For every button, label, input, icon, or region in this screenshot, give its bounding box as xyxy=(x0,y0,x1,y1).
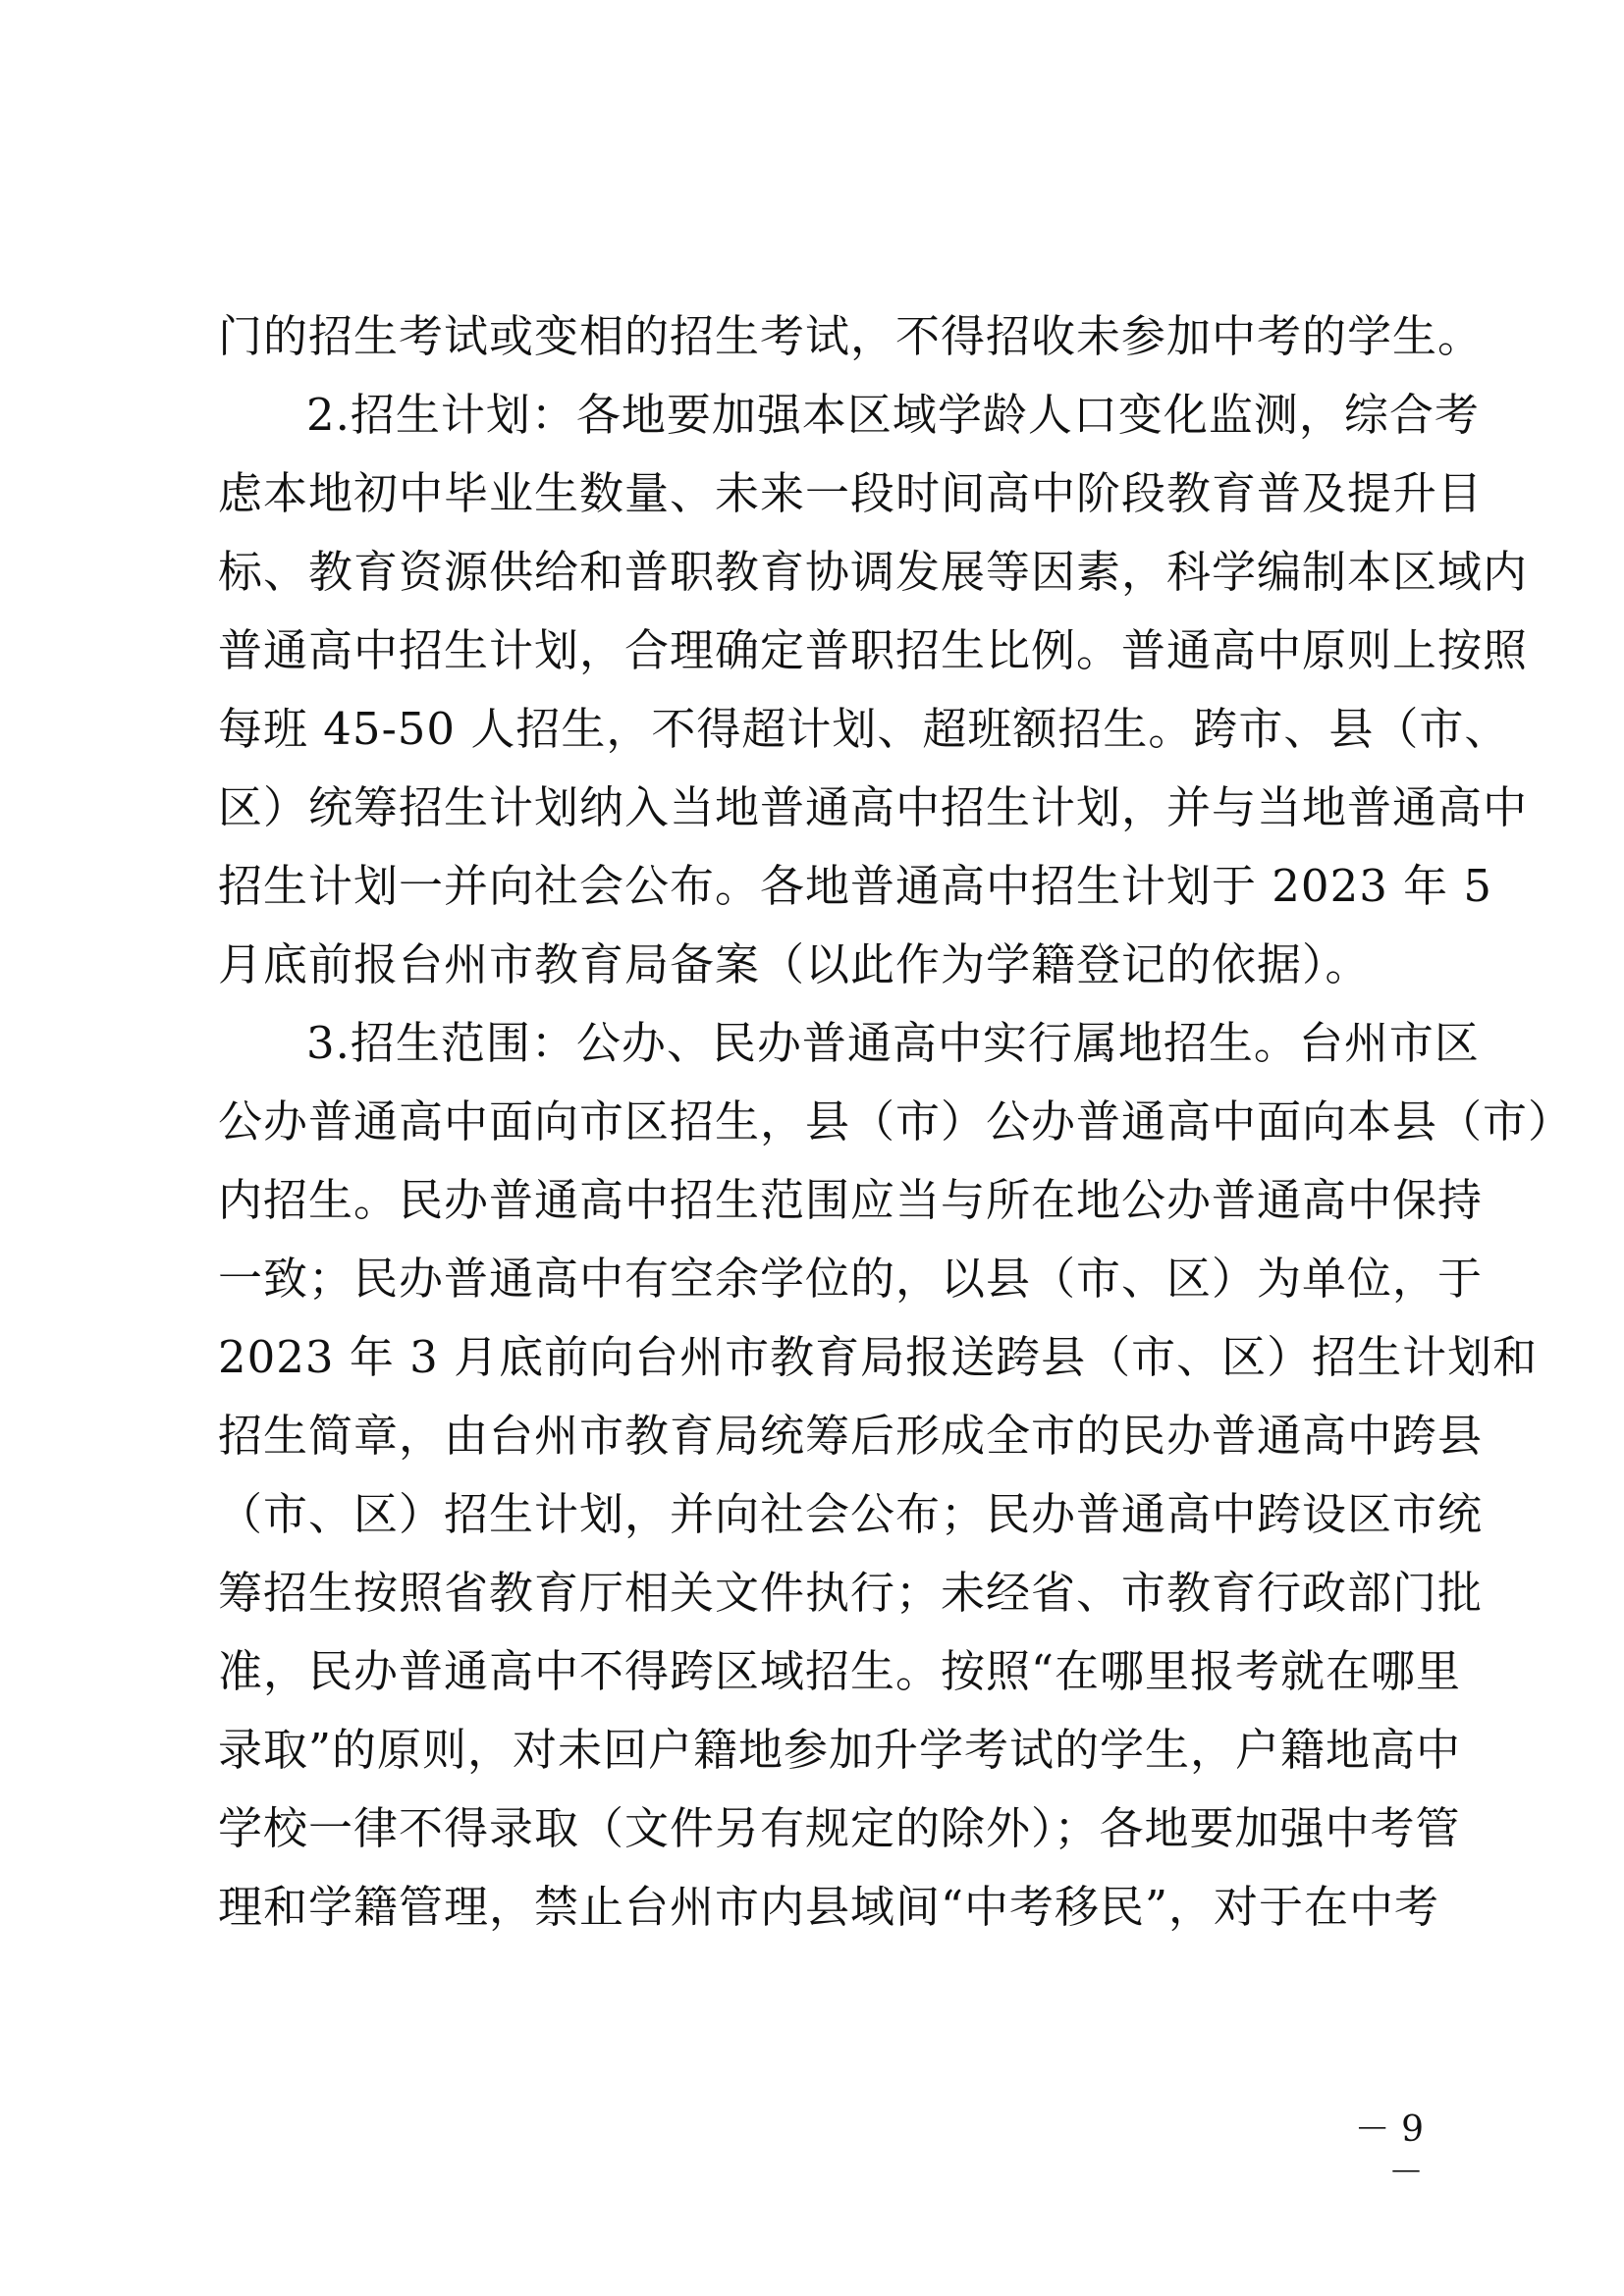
text-line: 每班 45-50 人招生，不得超计划、超班额招生。跨市、县（市、 xyxy=(218,703,1510,755)
text-line: 准，民办普通高中不得跨区域招生。按照“在哪里报考就在哪里 xyxy=(218,1645,1462,1697)
text-line: 学校一律不得录取（文件另有规定的除外）；各地要加强中考管 xyxy=(218,1802,1461,1854)
text-line: 筹招生按照省教育厅相关文件执行；未经省、市教育行政部门批 xyxy=(218,1567,1484,1619)
text-line: 一致；民办普通高中有空余学位的，以县（市、区）为单位，于 xyxy=(218,1253,1484,1305)
page-number: － 9 － xyxy=(1354,2109,1424,2193)
document-body xyxy=(218,297,1574,1947)
text-line: 3.招生范围：公办、民办普通高中实行属地招生。台州市区 xyxy=(306,1017,1480,1069)
text-line: 公办普通高中面向市区招生，县（市）公办普通高中面向本县（市） xyxy=(218,1095,1574,1148)
text-line: 2023 年 3 月底前向台州市教育局报送跨县（市、区）招生计划和 xyxy=(218,1331,1539,1383)
text-line: 内招生。民办普通高中招生范围应当与所在地公办普通高中保持 xyxy=(218,1174,1484,1226)
text-line: 标、教育资源供给和普职教育协调发展等因素，科学编制本区域内 xyxy=(218,546,1529,598)
text-line: 招生计划一并向社会公布。各地普通高中招生计划于 2023 年 5 xyxy=(218,860,1493,912)
text-line: 虑本地初中毕业生数量、未来一段时间高中阶段教育普及提升目 xyxy=(218,467,1484,519)
text-line: 区）统筹招生计划纳入当地普通高中招生计划，并与当地普通高中 xyxy=(218,781,1529,833)
text-line: 理和学籍管理，禁止台州市内县域间“中考移民”，对于在中考 xyxy=(218,1881,1440,1933)
text-line: 门的招生考试或变相的招生考试，不得招收未参加中考的学生。 xyxy=(218,310,1484,362)
text-line: 2.招生计划：各地要加强本区域学龄人口变化监测，综合考 xyxy=(306,389,1480,441)
text-line: 普通高中招生计划，合理确定普职招生比例。普通高中原则上按照 xyxy=(218,624,1529,676)
text-line: 招生简章，由台州市教育局统筹后形成全市的民办普通高中跨县 xyxy=(218,1410,1484,1462)
text-line: 录取”的原则，对未回户籍地参加升学考试的学生，户籍地高中 xyxy=(218,1724,1462,1776)
text-line: 月底前报台州市教育局备案（以此作为学籍登记的依据）。 xyxy=(218,938,1371,990)
text-line: （市、区）招生计划，并向社会公布；民办普通高中跨设区市统 xyxy=(218,1488,1484,1540)
